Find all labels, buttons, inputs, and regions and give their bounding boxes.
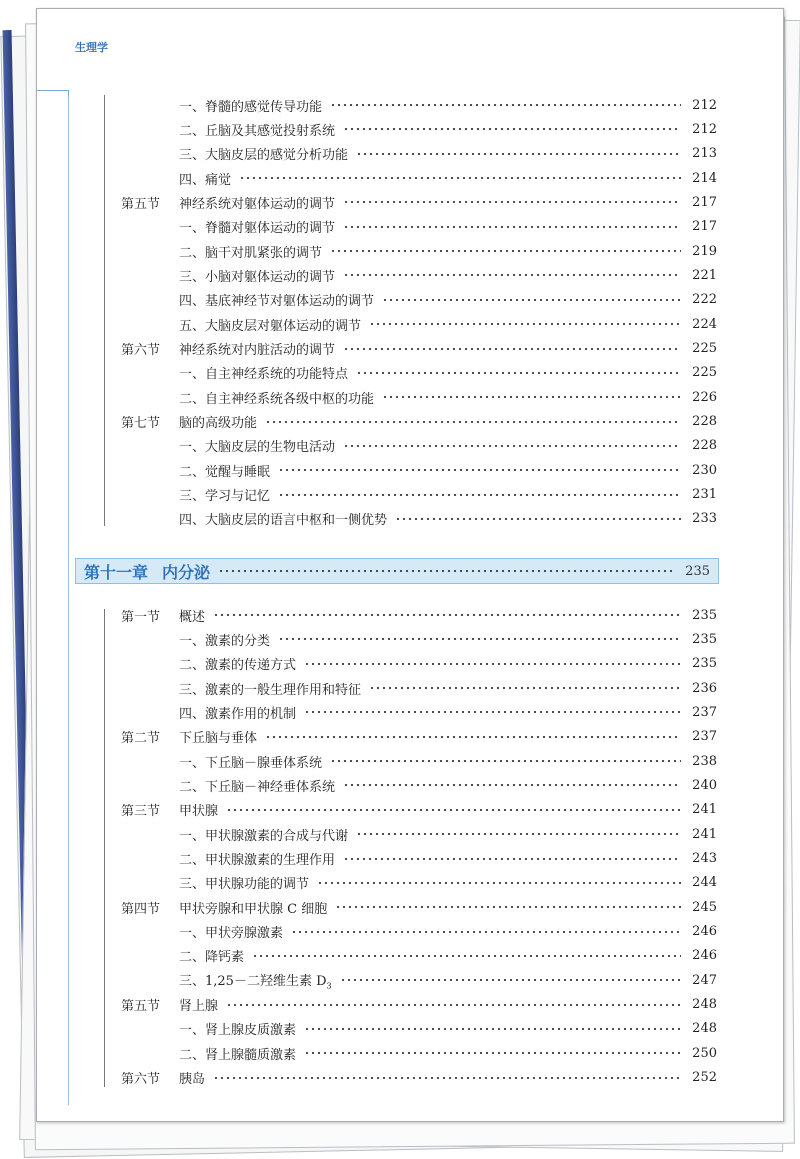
leader-dots xyxy=(395,517,681,521)
section-number: 第五节 xyxy=(121,999,161,1015)
entry-title-text: 一、激素的分类 xyxy=(179,633,271,649)
entry-title xyxy=(179,363,348,382)
entry-title-text: 神经系统对内脏活动的调节 xyxy=(179,343,336,358)
leader-dots xyxy=(343,225,681,229)
entry-title xyxy=(179,485,270,504)
entry-title xyxy=(179,1068,205,1087)
toc-subentry[interactable] xyxy=(121,775,717,795)
entry-title xyxy=(179,315,361,334)
chapter-page-number: 235 xyxy=(685,563,710,579)
page-number: 217 xyxy=(692,194,717,210)
page-number: 245 xyxy=(692,899,717,915)
entry-title-text: 一、大脑皮层的生物电活动 xyxy=(179,440,336,456)
entry-title xyxy=(179,1019,296,1038)
leader-dots xyxy=(369,686,681,690)
entry-title-text: 一、脊髓的感觉传导功能 xyxy=(179,99,323,115)
entry-title-text: 胰岛 xyxy=(179,1072,206,1088)
page-number: 244 xyxy=(692,875,717,891)
toc-subentry[interactable] xyxy=(121,1043,717,1063)
entry-title xyxy=(179,217,335,236)
toc-section-entry[interactable] xyxy=(121,897,717,917)
entry-title-text: 四、激素作用的机制 xyxy=(179,706,297,722)
toc-subentry[interactable] xyxy=(121,265,717,285)
toc-subentry[interactable] xyxy=(121,509,717,529)
page-number: 246 xyxy=(692,948,717,964)
entry-title xyxy=(179,946,244,965)
leader-dots xyxy=(335,905,681,909)
page-number: 241 xyxy=(692,826,717,842)
page-number: 237 xyxy=(692,704,717,720)
leader-dots xyxy=(213,1076,681,1080)
leader-dots xyxy=(340,978,681,982)
leader-dots xyxy=(343,857,681,861)
toc-subentry[interactable] xyxy=(121,702,717,722)
page-number: 243 xyxy=(692,851,717,866)
page-number: 230 xyxy=(692,462,717,478)
section-number: 第三节 xyxy=(121,804,161,820)
toc-subentry[interactable] xyxy=(121,1019,717,1039)
section-number: 第七节 xyxy=(121,416,161,432)
leader-dots xyxy=(330,103,681,107)
leader-dots xyxy=(265,420,681,424)
entry-title-subscript: 3 xyxy=(326,981,332,991)
page-number: 228 xyxy=(692,414,717,430)
entry-title xyxy=(179,242,322,261)
entry-title xyxy=(179,679,361,698)
toc-subentry[interactable] xyxy=(121,95,717,115)
toc-subentry[interactable] xyxy=(121,751,717,771)
entry-title xyxy=(179,436,335,455)
leader-dots xyxy=(343,200,681,204)
page-number: 238 xyxy=(692,753,717,769)
entry-title xyxy=(179,654,296,673)
page-number: 213 xyxy=(692,146,717,162)
page-number: 214 xyxy=(692,170,717,186)
leader-dots xyxy=(278,468,681,472)
entry-title-text: 二、自主神经系统各级中枢的功能 xyxy=(179,391,375,407)
toc-subentry[interactable] xyxy=(121,460,717,480)
leader-dots xyxy=(343,127,681,131)
entry-title-text: 肾上腺 xyxy=(179,999,219,1015)
entry-title-text: 三、激素的一般生理作用和特征 xyxy=(179,682,362,698)
toc-section-entry[interactable] xyxy=(121,727,717,747)
toc-subentry[interactable] xyxy=(121,970,717,990)
page-number: 236 xyxy=(692,680,717,696)
page-number: 212 xyxy=(692,121,717,137)
leader-dots xyxy=(330,249,681,253)
entry-title xyxy=(179,898,327,917)
entry-title-text: 四、大脑皮层的语言中枢和一侧优势 xyxy=(179,513,388,529)
entry-title-text: 二、甲状腺激素的生理作用 xyxy=(179,853,336,868)
entry-title-text: 一、下丘脑－腺垂体系统 xyxy=(179,755,323,771)
toc-subentry[interactable] xyxy=(121,849,717,869)
leader-dots xyxy=(304,710,681,714)
leader-dots xyxy=(218,569,672,573)
leader-dots xyxy=(226,808,681,812)
entry-title xyxy=(179,193,335,212)
leader-dots xyxy=(239,176,681,180)
leader-dots xyxy=(369,322,681,326)
page-number: 248 xyxy=(692,1021,717,1037)
toc-subentry[interactable] xyxy=(121,387,717,407)
page-number: 235 xyxy=(692,607,717,623)
entry-title-text: 三、1,25－二羟维生素 D xyxy=(179,973,327,989)
toc-subentry[interactable] xyxy=(121,678,717,698)
entry-title xyxy=(179,1044,296,1063)
entry-title xyxy=(179,800,218,819)
page-number: 252 xyxy=(692,1070,717,1086)
entry-title xyxy=(179,825,348,844)
leader-dots xyxy=(304,1027,681,1031)
leader-dots xyxy=(356,832,681,836)
page-number: 248 xyxy=(692,997,717,1013)
leader-dots xyxy=(304,1051,681,1055)
page-number: 246 xyxy=(692,924,717,940)
toc-subentry[interactable] xyxy=(121,290,717,310)
section-bracket xyxy=(104,95,105,526)
entry-title-text: 二、下丘脑－神经垂体系统 xyxy=(179,779,336,795)
entry-title-text: 概述 xyxy=(179,609,206,625)
entry-title-text: 下丘脑与垂体 xyxy=(179,731,258,747)
toc-subentry[interactable] xyxy=(121,873,717,893)
entry-title-text: 三、学习与记忆 xyxy=(179,489,271,505)
page-number: 241 xyxy=(692,802,717,818)
entry-title-text: 二、激素的传递方式 xyxy=(179,658,297,674)
page-number: 228 xyxy=(692,438,717,454)
leader-dots xyxy=(343,273,681,277)
toc-subentry[interactable] xyxy=(121,654,717,674)
entry-title-text: 二、肾上腺髓质激素 xyxy=(179,1047,297,1063)
running-head: 生理学 xyxy=(75,41,108,54)
toc-subentry[interactable] xyxy=(121,436,717,456)
toc-subentry[interactable] xyxy=(121,241,717,261)
leader-dots xyxy=(304,662,681,666)
section-number: 第五节 xyxy=(121,196,161,212)
toc-subentry[interactable] xyxy=(121,485,717,505)
leader-dots xyxy=(343,444,681,448)
page-number: 225 xyxy=(692,365,717,381)
page-number: 219 xyxy=(692,243,717,259)
entry-title xyxy=(179,266,335,285)
entry-title xyxy=(179,995,218,1014)
entry-title xyxy=(179,339,335,358)
page-number: 226 xyxy=(692,389,717,405)
entry-title xyxy=(179,970,332,991)
page-number: 221 xyxy=(692,267,717,283)
entry-title-text: 三、甲状腺功能的调节 xyxy=(179,877,310,893)
margin-hook xyxy=(37,90,69,91)
entry-title-text: 脑的高级功能 xyxy=(179,416,258,432)
toc-subentry[interactable] xyxy=(121,119,717,139)
section-number: 第四节 xyxy=(121,901,161,917)
toc-subentry[interactable] xyxy=(121,217,717,237)
margin-rule xyxy=(68,97,69,1105)
leader-dots xyxy=(343,783,681,787)
entry-title xyxy=(179,703,296,722)
page-number: 231 xyxy=(692,487,717,503)
entry-title-text: 四、痛觉 xyxy=(179,172,232,188)
entry-title xyxy=(179,606,205,625)
toc-section-entry[interactable] xyxy=(121,192,717,212)
entry-title xyxy=(179,120,335,139)
entry-title-text: 三、小脑对躯体运动的调节 xyxy=(179,269,336,285)
entry-title xyxy=(179,290,374,309)
section-number: 第二节 xyxy=(121,731,161,747)
leader-dots xyxy=(317,881,681,885)
page-number: 225 xyxy=(692,341,717,356)
leader-dots xyxy=(278,493,681,497)
leader-dots xyxy=(265,735,681,739)
entry-title xyxy=(179,849,335,868)
toc-section-entry[interactable] xyxy=(121,339,717,359)
leader-dots xyxy=(382,395,681,399)
entry-title-text: 一、自主神经系统的功能特点 xyxy=(179,367,349,383)
leader-dots xyxy=(252,954,681,958)
entry-title xyxy=(179,169,231,188)
entry-title xyxy=(179,388,374,407)
entry-title-text: 神经系统对躯体运动的调节 xyxy=(179,196,336,212)
entry-title-text: 一、肾上腺皮质激素 xyxy=(179,1023,297,1039)
entry-title-text: 二、脑干对肌紧张的调节 xyxy=(179,245,323,261)
section-number: 第六节 xyxy=(121,1072,161,1088)
section-number: 第一节 xyxy=(121,609,161,625)
entry-title xyxy=(179,461,270,480)
entry-title xyxy=(179,96,322,115)
leader-dots xyxy=(291,930,681,934)
leader-dots xyxy=(330,759,681,763)
entry-title-text: 二、丘脑及其感觉投射系统 xyxy=(179,123,336,139)
page-number: 233 xyxy=(692,511,717,527)
entry-title-text: 一、甲状旁腺激素 xyxy=(179,926,284,942)
entry-title xyxy=(179,412,257,431)
section-number: 第六节 xyxy=(121,343,161,358)
entry-title xyxy=(179,509,387,528)
toc-subentry[interactable] xyxy=(121,824,717,844)
entry-title-text: 甲状腺 xyxy=(179,804,219,820)
entry-title xyxy=(179,752,322,771)
toc-page xyxy=(36,8,784,1122)
entry-title-text: 四、基底神经节对躯体运动的调节 xyxy=(179,294,375,310)
page-number: 235 xyxy=(692,656,717,672)
entry-title-text: 一、脊髓对躯体运动的调节 xyxy=(179,221,336,237)
entry-title xyxy=(179,630,270,649)
leader-dots xyxy=(343,347,681,351)
toc-section-entry[interactable] xyxy=(121,995,717,1015)
entry-title xyxy=(179,144,348,163)
entry-title xyxy=(179,922,283,941)
entry-title-text: 一、甲状腺激素的合成与代谢 xyxy=(179,828,349,844)
toc-section-entry[interactable] xyxy=(121,800,717,820)
entry-title-text: 二、觉醒与睡眠 xyxy=(179,464,271,480)
page-number: 247 xyxy=(692,972,717,988)
page-number: 250 xyxy=(692,1045,717,1061)
section-bracket xyxy=(104,609,105,1087)
leader-dots xyxy=(226,1003,681,1007)
leader-dots xyxy=(356,371,681,375)
leader-dots xyxy=(213,613,681,617)
chapter-heading[interactable] xyxy=(75,558,719,584)
entry-title xyxy=(179,776,335,795)
leader-dots xyxy=(278,637,681,641)
toc-subentry[interactable] xyxy=(121,946,717,966)
toc-subentry[interactable] xyxy=(121,363,717,383)
toc-section-entry[interactable] xyxy=(121,412,717,432)
toc-subentry[interactable] xyxy=(121,168,717,188)
chapter-number: 第十一章 xyxy=(84,562,149,582)
entry-title-text: 二、降钙素 xyxy=(179,950,245,966)
page-number: 237 xyxy=(692,729,717,745)
page-number: 240 xyxy=(692,777,717,793)
entry-title-text: 甲状旁腺和甲状腺 C 细胞 xyxy=(179,901,328,917)
toc-subentry[interactable] xyxy=(121,629,717,649)
chapter-title: 内分泌 xyxy=(162,562,211,582)
entry-title xyxy=(179,727,257,746)
leader-dots xyxy=(382,298,681,302)
toc-section-entry[interactable] xyxy=(121,605,717,625)
toc-subentry[interactable] xyxy=(121,144,717,164)
toc-subentry[interactable] xyxy=(121,922,717,942)
page-number: 212 xyxy=(692,97,717,113)
page-number: 224 xyxy=(692,316,717,332)
entry-title-text: 五、大脑皮层对躯体运动的调节 xyxy=(179,318,362,334)
toc-section-entry[interactable] xyxy=(121,1068,717,1088)
page-number: 217 xyxy=(692,219,717,235)
leader-dots xyxy=(356,152,681,156)
entry-title xyxy=(179,873,309,892)
page-number: 222 xyxy=(692,292,717,308)
toc-subentry[interactable] xyxy=(121,314,717,334)
entry-title-text: 三、大脑皮层的感觉分析功能 xyxy=(179,148,349,164)
page-number: 235 xyxy=(692,631,717,647)
